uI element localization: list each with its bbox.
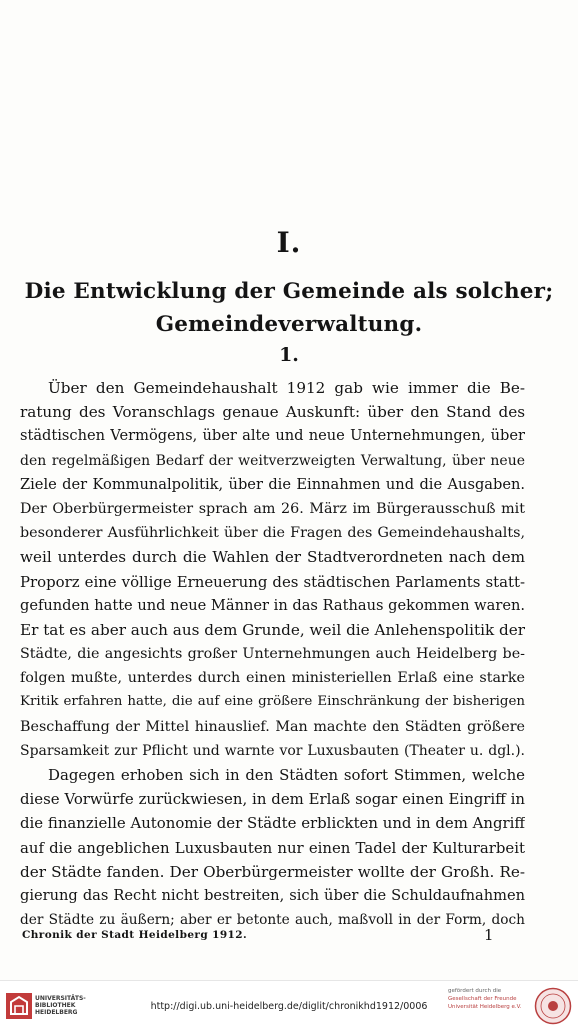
- text-line: Der Oberbürgermeister sprach am 26. März im Bürgerausschuß mit: [20, 500, 525, 517]
- viewer-footer-bar: [0, 980, 578, 1030]
- text-line: besonderer Ausführlichkeit über die Fragen des Gemeindehaushalts,: [20, 525, 525, 542]
- text-line: auf die angeblichen Luxusbauten nur einen Tadel der Kulturarbeit: [20, 838, 525, 857]
- chapter-title: [20, 275, 558, 341]
- text-line: der Städte fanden. Der Oberbürgermeister wollte der Großh. Re-: [20, 862, 525, 881]
- text-line: folgen mußte, unterdes durch einen ministeriellen Erlaß eine starke: [20, 670, 525, 687]
- text-line: Proporz eine völlige Erneuerung des städtischen Parlaments statt-: [20, 572, 525, 591]
- text-line: Beschaffung der Mittel hinauslief. Man machte den Städten größere: [20, 718, 525, 735]
- text-line: Sparsamkeit zur Pflicht und warnte vor Luxusbauten (Theater u. dgl.).: [20, 742, 525, 759]
- chapter-title-line-2: Gemeindeverwaltung.: [155, 312, 423, 337]
- text-line: gierung das Recht nicht bestreiten, sich über die Schuldaufnahmen: [20, 886, 525, 904]
- text-line: weil unterdes durch die Wahlen der Stadtverordneten nach dem: [20, 548, 525, 567]
- text-line: Über den Gemeindehaushalt 1912 gab wie immer die Be-: [48, 379, 525, 397]
- library-logo-text: UNIVERSITÄTS- BIBLIOTHEK HEIDELBERG: [35, 995, 86, 1016]
- page-number: 1: [484, 926, 494, 944]
- university-seal-icon: [534, 987, 572, 1025]
- running-footer-title: Chronik der Stadt Heidelberg 1912.: [22, 929, 248, 941]
- text-line: der Städte zu äußern; aber er betonte auch, maßvoll in der Form, doch: [20, 912, 525, 929]
- text-line: Er tat es aber auch aus dem Grunde, weil die Anlehenspolitik der: [20, 620, 525, 639]
- text-line: diese Vorwürfe zurückwiesen, in dem Erlaß sogar einen Eingriff in: [20, 790, 525, 809]
- section-number: 1.: [279, 344, 299, 366]
- text-line: Ziele der Kommunalpolitik, über die Einnahmen und die Ausgaben.: [20, 475, 525, 493]
- text-line: die finanzielle Autonomie der Städte erblickten und in dem Angriff: [20, 814, 525, 833]
- text-line: Dagegen erhoben sich in den Städten sofort Stimmen, welche: [48, 766, 525, 784]
- text-line: Städte, die angesichts großer Unternehmungen auch Heidelberg be-: [20, 646, 525, 663]
- permalink-url[interactable]: http://digi.ub.uni-heidelberg.de/diglit/chronikhd1912/0006: [150, 1001, 428, 1012]
- body-text: [20, 376, 525, 932]
- chapter-title-line-1: Die Entwicklung der Gemeinde als solcher;: [24, 279, 554, 304]
- text-line: Kritik erfahren hatte, die auf eine größere Einschränkung der bisherigen: [20, 694, 525, 710]
- text-line: den regelmäßigen Bedarf der weitverzweigten Verwaltung, über neue: [20, 452, 525, 469]
- chapter-number: I.: [276, 226, 302, 259]
- text-line: städtischen Vermögens, über alte und neue Unternehmungen, über: [20, 427, 525, 445]
- text-line: ratung des Voranschlags genaue Auskunft: über den Stand des: [20, 403, 525, 422]
- text-line: gefunden hatte und neue Männer in das Rathaus gekommen waren.: [20, 596, 525, 614]
- funder-notice: gefördert durch die Gesellschaft der Freunde Universität Heidelberg e.V.: [448, 988, 522, 1010]
